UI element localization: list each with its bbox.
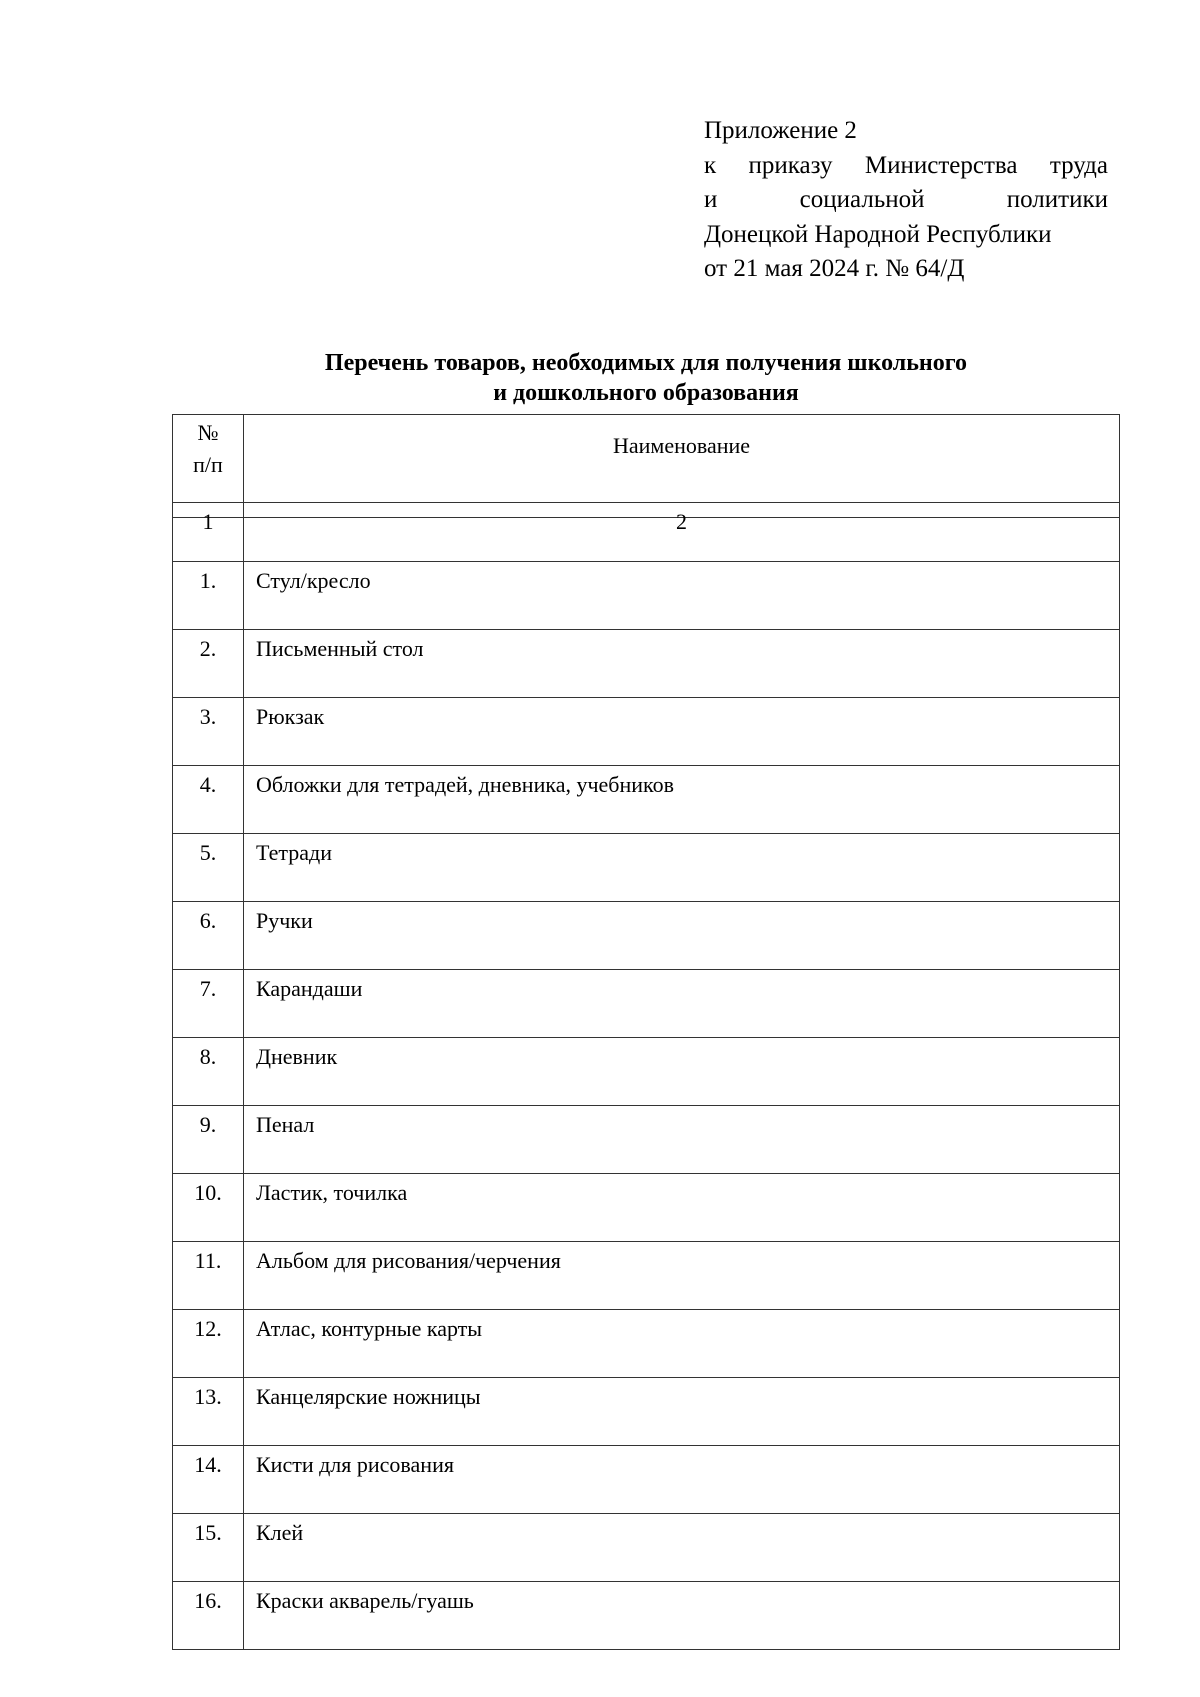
row-number: 15.: [173, 1514, 244, 1582]
row-number: 1.: [173, 562, 244, 630]
document-title: [170, 348, 1122, 408]
row-item-name: Краски акварель/гуашь: [244, 1582, 1120, 1650]
header-name-cell: Наименование: [244, 415, 1120, 518]
row-item-name: Стул/кресло: [244, 562, 1120, 630]
appendix-line-3: и социальной политики: [704, 186, 1108, 213]
row-item-name: Клей: [244, 1514, 1120, 1582]
appendix-line-5: от 21 мая 2024 г. № 64/Д: [704, 255, 965, 282]
table-row: [173, 902, 1120, 970]
appendix-line-2: к приказу Министерства труда: [704, 151, 1108, 179]
row-number: 8.: [173, 1038, 244, 1106]
table-row: [173, 630, 1120, 698]
title-line-2: и дошкольного образования: [493, 380, 799, 406]
row-number: 9.: [173, 1106, 244, 1174]
table-row: [173, 970, 1120, 1038]
row-number: 3.: [173, 698, 244, 766]
table-row: [173, 1514, 1120, 1582]
row-item-name: Рюкзак: [244, 698, 1120, 766]
row-number: 4.: [173, 766, 244, 834]
row-item-name: Ручки: [244, 902, 1120, 970]
table-row: [173, 1242, 1120, 1310]
row-number: 14.: [173, 1446, 244, 1514]
row-item-name: Альбом для рисования/черчения: [244, 1242, 1120, 1310]
appendix-line-1: Приложение 2: [704, 117, 857, 144]
row-item-name: Дневник: [244, 1038, 1120, 1106]
table-row: [173, 562, 1120, 630]
column-index-name: 2: [244, 503, 1120, 562]
table-row: [173, 834, 1120, 902]
header-number-abbrev: п/п: [193, 452, 223, 477]
row-number: 13.: [173, 1378, 244, 1446]
table-row: [173, 698, 1120, 766]
row-number: 10.: [173, 1174, 244, 1242]
row-number: 5.: [173, 834, 244, 902]
table-row: [173, 1174, 1120, 1242]
row-item-name: Кисти для рисования: [244, 1446, 1120, 1514]
row-number: 11.: [173, 1242, 244, 1310]
row-number: 6.: [173, 902, 244, 970]
table-row: [173, 1582, 1120, 1650]
row-item-name: Канцелярские ножницы: [244, 1378, 1120, 1446]
row-number: 12.: [173, 1310, 244, 1378]
header-number-symbol: №: [197, 420, 219, 445]
row-number: 2.: [173, 630, 244, 698]
row-number: 7.: [173, 970, 244, 1038]
title-line-1: Перечень товаров, необходимых для получения школьного: [324, 350, 968, 376]
items-table: [172, 502, 1120, 1650]
table-row: [173, 766, 1120, 834]
column-index-row: [173, 503, 1120, 562]
appendix-header: [704, 114, 1108, 287]
table-row: [173, 1378, 1120, 1446]
column-index-number: 1: [173, 503, 244, 562]
table-row: [173, 1446, 1120, 1514]
row-item-name: Письменный стол: [244, 630, 1120, 698]
row-item-name: Атлас, контурные карты: [244, 1310, 1120, 1378]
row-item-name: Обложки для тетрадей, дневника, учебников: [244, 766, 1120, 834]
table-row: [173, 1038, 1120, 1106]
appendix-line-4: Донецкой Народной Республики: [704, 220, 1052, 248]
row-item-name: Карандаши: [244, 970, 1120, 1038]
row-number: 16.: [173, 1582, 244, 1650]
row-item-name: Тетради: [244, 834, 1120, 902]
table-row: [173, 1310, 1120, 1378]
row-item-name: Пенал: [244, 1106, 1120, 1174]
row-item-name: Ластик, точилка: [244, 1174, 1120, 1242]
table-row: [173, 1106, 1120, 1174]
